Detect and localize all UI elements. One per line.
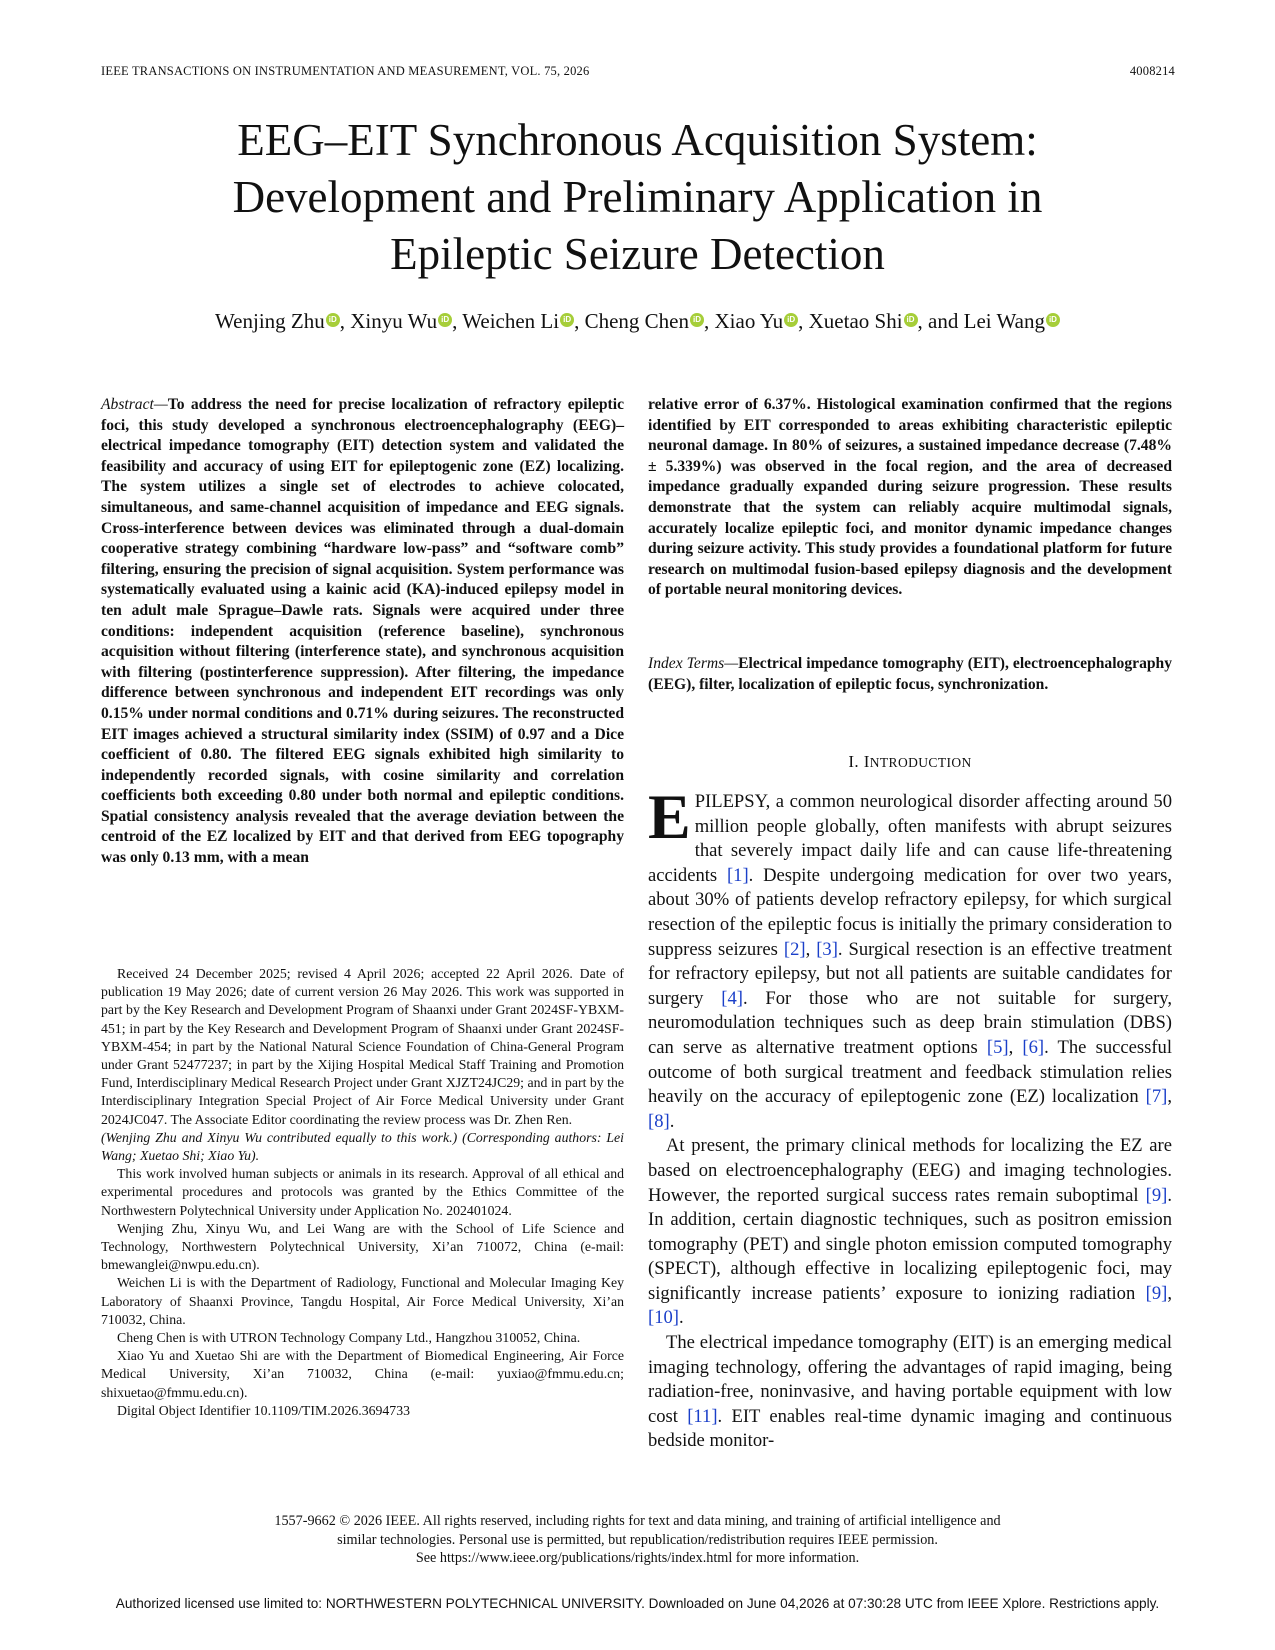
abstract-label: Abstract— bbox=[101, 396, 168, 413]
section-rest: NTRODUCTION bbox=[869, 755, 972, 770]
text: . bbox=[669, 1110, 675, 1132]
equal-contribution-note: (Wenjing Zhu and Xinyu Wu contributed equally to this work.) (Corresponding authors: Lei Wang; Xuetao Shi; Xiao Yu). bbox=[101, 1129, 624, 1164]
author-separator: , bbox=[452, 309, 463, 333]
text: . Despite undergoing medication for over two years, about 30% of patients develop refractory epilepsy, for which surgical resection of the epileptic focus is initially the primary consideration to suppress seizures bbox=[648, 864, 1172, 960]
citation-link[interactable]: [10] bbox=[648, 1307, 679, 1329]
text: At present, the primary clinical methods for localizing the EZ are based on electroencephalography (EEG) and imaging technologies. However, the reported surgical success rates remain suboptimal bbox=[648, 1135, 1172, 1206]
affiliation-3: Cheng Chen is with UTRON Technology Company Ltd., Hangzhou 310052, China. bbox=[117, 1330, 581, 1346]
author-name: Xuetao Shi bbox=[808, 309, 903, 333]
citation-link[interactable]: [9] bbox=[1145, 1282, 1168, 1304]
author-separator: , bbox=[798, 309, 809, 333]
intro-paragraph-2 bbox=[648, 1134, 1172, 1331]
affiliation-2: Weichen Li is with the Department of Radiology, Functional and Molecular Imaging Key Laboratory of Shaanxi Province, Tangdu Hospital, Air Force Medical University, Xi’an 710032, China. bbox=[101, 1275, 624, 1327]
section-heading bbox=[648, 752, 1172, 772]
author-name: Wenjing Zhu bbox=[215, 309, 325, 333]
orcid-icon[interactable]: iD bbox=[326, 313, 340, 327]
intro-paragraph-3 bbox=[648, 1331, 1172, 1454]
author-separator: , bbox=[704, 309, 715, 333]
text: . For those who are not suitable for surgery, neuromodulation techniques such as deep brain stimulation (DBS) can serve as alternative treatment options bbox=[648, 987, 1173, 1058]
text: , bbox=[805, 938, 817, 960]
text: , bbox=[1167, 1086, 1172, 1108]
author-name: Lei Wang bbox=[963, 309, 1045, 333]
author-name: Xiao Yu bbox=[714, 309, 784, 333]
orcid-icon[interactable]: iD bbox=[438, 313, 452, 327]
citation-link[interactable]: [1] bbox=[726, 864, 749, 886]
paper-title bbox=[0, 112, 1275, 283]
text: , bbox=[1008, 1036, 1023, 1058]
citation-link[interactable]: [8] bbox=[648, 1110, 670, 1132]
citation-link[interactable]: [6] bbox=[1022, 1036, 1045, 1058]
affiliation-1: Wenjing Zhu, Xinyu Wu, and Lei Wang are with the School of Life Science and Technology, Northwestern Polytechnical University, Xi’an 710072, China (e-mail: bmewanglei@nwpu.edu.cn). bbox=[101, 1220, 624, 1273]
author-name: Xinyu Wu bbox=[350, 309, 438, 333]
text: , bbox=[1167, 1282, 1172, 1304]
author-name: Cheng Chen bbox=[584, 309, 689, 333]
citation-link[interactable]: [2] bbox=[783, 938, 806, 960]
article-number: 4008214 bbox=[1129, 64, 1175, 78]
text: . In addition, certain diagnostic techniques, such as positron emission tomography (PET) and single photon emission computed tomography (SPECT), although effective in localizing epileptogenic foci, may significantly increase patients’ exposure to ionizing radiation bbox=[648, 1184, 1172, 1304]
text: . bbox=[678, 1307, 684, 1329]
authorized-use-notice: Authorized licensed use limited to: NORTHWESTERN POLYTECHNICAL UNIVERSITY. Downloaded on June 04,2026 at 07:30:28 UTC from IEEE Xplore. Restrictions apply. bbox=[115, 1596, 1160, 1611]
title-line-2: Development and Preliminary Application in bbox=[232, 172, 1043, 222]
orcid-icon[interactable]: iD bbox=[690, 313, 704, 327]
title-line-1: EEG–EIT Synchronous Acquisition System: bbox=[237, 115, 1038, 165]
abstract-left bbox=[101, 395, 624, 869]
text: . Surgical resection is an effective treatment for refractory epilepsy, but not all patients are suitable candidates for surgery bbox=[648, 938, 1172, 1009]
copyright-footer bbox=[0, 1512, 1275, 1568]
section-first-letter: I bbox=[863, 752, 870, 771]
drop-cap: E bbox=[648, 781, 691, 852]
text: The electrical impedance tomography (EIT) is an emerging medical imaging technology, offering the advantages of rapid imaging, being radiation-free, noninvasive, and having portable equipment with low cost bbox=[648, 1332, 1172, 1427]
title-line-3: Epileptic Seizure Detection bbox=[390, 229, 885, 279]
text: . The successful outcome of both surgical treatment and feedback stimulation relies heavily on the accuracy of epileptogenic zone (EZ) localization bbox=[648, 1036, 1173, 1108]
index-terms bbox=[648, 654, 1172, 695]
abstract-text: To address the need for precise localization of refractory epileptic foci, this study developed a synchronous electroencephalography (EEG)–electrical impedance tomography (EIT) detection system and validated the feasibility and accuracy of using EIT for epileptogenic zone (EZ) localizing. The system utilizes a single set of electrodes to achieve colocated, simultaneous, and same-channel acquisition of impedance and EEG signals. Cross-interference between devices was eliminated through a dual-domain cooperative strategy combining “hardware low-pass” and “software comb” filtering, ensuring the precision of signal acquisition. System performance was systematically evaluated using a kainic acid (KA)-induced epilepsy model in ten adult male Sprague–Dawle rats. Signals were acquired under three conditions: independent acquisition (reference baseline), synchronous acquisition without filtering (interference state), and synchronous acquisition with filtering (postinterference suppression). After filtering, the impedance difference between synchronous and independent EIT recordings was only 0.15% under normal conditions and 0.71% during seizures. The reconstructed EIT images achieved a structural similarity index (SSIM) of 0.97 and a Dice coefficient of 0.80. The filtered EEG signals exhibited high similarity to independently recorded signals, with cosine similarity and correlation coefficients both exceeding 0.80 under both normal and epileptic conditions. Spatial consistency analysis revealed that the average deviation between the centroid of the EZ localized by EIT and that derived from EEG topography was only 0.13 mm, with a mean bbox=[101, 396, 624, 867]
copyright-line-2: similar technologies. Personal use is permitted, but republication/redistribution requires IEEE permission. bbox=[337, 1531, 938, 1548]
citation-link[interactable]: [3] bbox=[816, 938, 838, 960]
affiliation-4: Xiao Yu and Xuetao Shi are with the Department of Biomedical Engineering, Air Force Medical University, Xi’an 710032, China (e-mail: yuxiao@fmmu.edu.cn; shixuetao@fmmu.edu.cn). bbox=[101, 1348, 624, 1400]
citation-link[interactable]: [11] bbox=[687, 1405, 718, 1427]
orcid-icon[interactable]: iD bbox=[560, 313, 574, 327]
citation-link[interactable]: [5] bbox=[986, 1036, 1009, 1058]
received-note: Received 24 December 2025; revised 4 April 2026; accepted 22 April 2026. Date of publication 19 May 2026; date of current version 26 May 2026. This work was supported in part by the Key Research and Development Program of Shaanxi under Grant 2024SF-YBXM-451; in part by the Key Research and Development Program of Shaanxi under Grant 2024SF-YBXM-454; in part by the National Natural Science Foundation of China-General Program under Grant 52477237; in part by the Xijing Hospital Medical Staff Training and Promotion Fund, Interdisciplinary Medical Research Project under Grant XJZT24JC29; and in part by the Interdisciplinary Integration Special Project of Air Force Medical University under Grant 2024JC047. The Associate Editor coordinating the review process was Dr. Zhen Ren. bbox=[101, 966, 625, 1127]
orcid-icon[interactable]: iD bbox=[1046, 313, 1060, 327]
introduction-body bbox=[648, 781, 1173, 1454]
citation-link[interactable]: [9] bbox=[1145, 1184, 1168, 1206]
intro-paragraph-1 bbox=[648, 781, 1173, 1134]
copyright-line-3: See https://www.ieee.org/publications/rights/index.html for more information. bbox=[415, 1550, 860, 1567]
section-number: I. bbox=[848, 752, 864, 771]
author-list bbox=[0, 309, 1275, 334]
index-terms-label: Index Terms— bbox=[648, 655, 739, 672]
text: . EIT enables real-time dynamic imaging and continuous bedside monitor- bbox=[648, 1405, 1172, 1452]
ethics-note: This work involved human subjects or animals in its research. Approval of all ethical and experimental procedures and protocols was granted by the Ethics Committee of the Northwestern Polytechnical University under Application No. 202401024. bbox=[101, 1166, 624, 1218]
author-separator: , bbox=[574, 309, 585, 333]
orcid-icon[interactable]: iD bbox=[784, 313, 798, 327]
author-separator: , and bbox=[917, 309, 964, 333]
citation-link[interactable]: [7] bbox=[1145, 1086, 1168, 1108]
copyright-line-1: 1557-9662 © 2026 IEEE. All rights reserved, including rights for text and data mining, and training of artificial intelligence and bbox=[274, 1513, 1001, 1529]
author-separator: , bbox=[339, 309, 351, 333]
journal-header: IEEE TRANSACTIONS ON INSTRUMENTATION AND MEASUREMENT, VOL. 75, 2026 bbox=[101, 64, 590, 78]
abstract-text-continued: relative error of 6.37%. Histological examination confirmed that the regions identified by EIT corresponded to areas exhibiting characteristic epileptic neuronal damage. In 80% of seizures, a sustained impedance decrease (7.48% ± 5.339%) was observed in the focal region, and the area of decreased impedance gradually expanded during seizure progression. These results demonstrate that the system can reliably acquire multimodal signals, accurately localize epileptic foci, and monitor dynamic impedance changes during seizure activity. This study provides a foundational platform for future research on multimodal fusion-based epilepsy diagnosis and the development of portable neural monitoring devices. bbox=[648, 396, 1172, 599]
text: PILEPSY, a common neurological disorder affecting around 50 million people globally, often manifests with abrupt seizures that severely impact daily life and can cause life-threatening accidents bbox=[648, 791, 1172, 886]
abstract-right bbox=[648, 395, 1172, 601]
doi-note: Digital Object Identifier 10.1109/TIM.2026.3694733 bbox=[117, 1402, 411, 1418]
footnotes bbox=[101, 965, 624, 1420]
orcid-icon[interactable]: iD bbox=[904, 313, 918, 327]
index-terms-text: Electrical impedance tomography (EIT), electroencephalography (EEG), filter, localization of epileptic focus, synchronization. bbox=[648, 655, 1173, 693]
author-name: Weichen Li bbox=[462, 309, 560, 333]
citation-link[interactable]: [4] bbox=[721, 987, 743, 1009]
